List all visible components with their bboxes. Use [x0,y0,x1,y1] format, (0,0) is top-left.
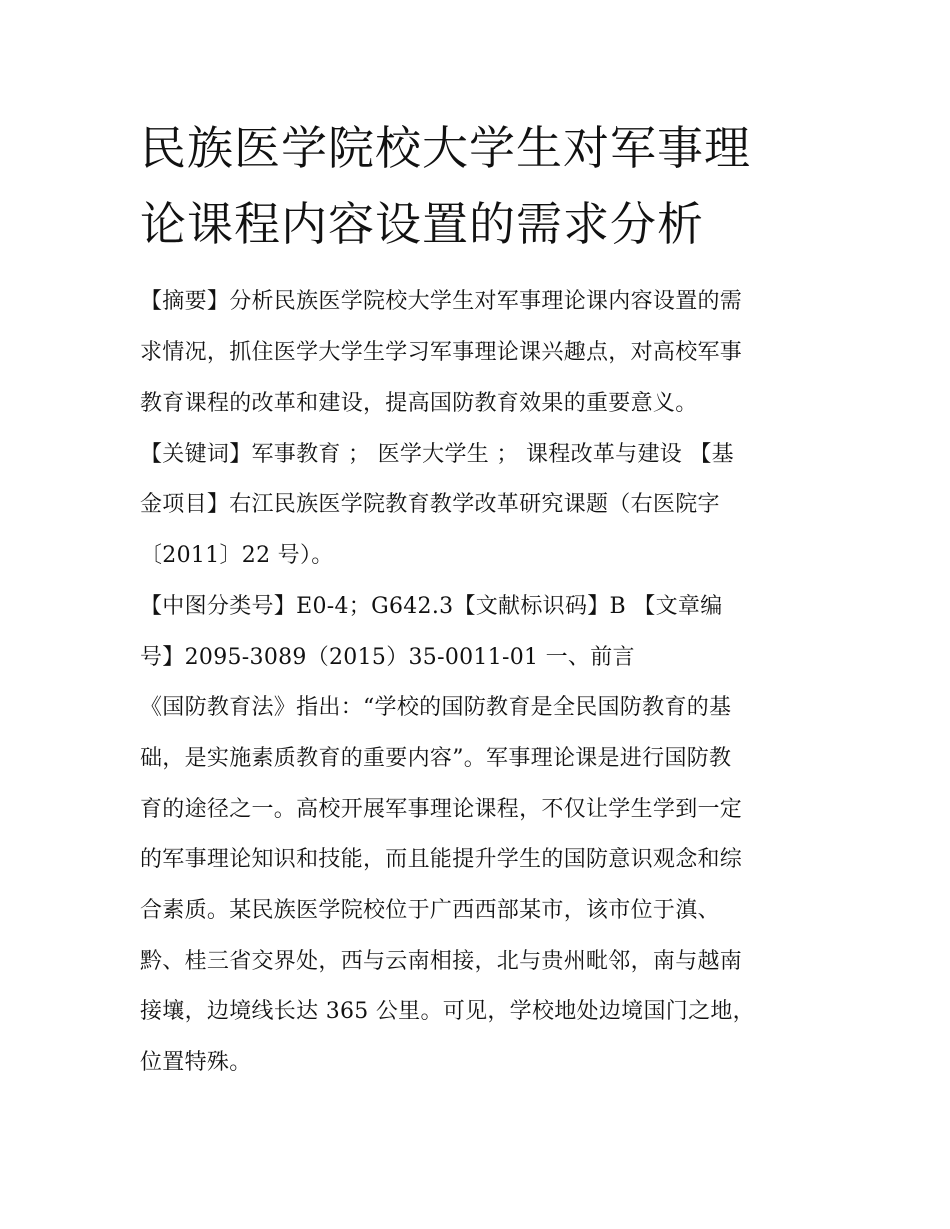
abstract-line: 求情况，抓住医学大学生学习军事理论课兴趣点，对高校军事 [140,340,743,365]
body-line: 黔、桂三省交界处，西与云南相接，北与贵州毗邻，南与越南 [140,949,743,974]
classification-line: 【中图分类号】E0-4；G642.3【文献标识码】B 【文章编 [140,594,723,619]
keywords-line: 金项目】右江民族医学院教育教学改革研究课题（右医院字 [140,492,720,517]
title-line: 论课程内容设置的需求分析 [140,197,704,251]
body-line: 《国防教育法》指出：“学校的国防教育是全民国防教育的基 [140,695,732,720]
body-line: 础，是实施素质教育的重要内容”。军事理论课是进行国防教 [140,746,732,771]
title-line: 民族医学院校大学生对军事理 [140,121,751,175]
keywords-line: 【关键词】军事教育 ； 医学大学生 ； 课程改革与建设 【基 [140,442,734,467]
abstract-line: 【摘要】分析民族医学院校大学生对军事理论课内容设置的需 [140,289,743,314]
classification-line: 号】2095-3089（2015）35-0011-01 一、前言 [140,645,635,670]
body-line: 的军事理论知识和技能，而且能提升学生的国防意识观念和综 [140,847,743,872]
keywords-line: 〔2011〕22 号）。 [140,543,334,568]
body-line: 位置特殊。 [140,1050,252,1075]
body-line: 育的途径之一。高校开展军事理论课程，不仅让学生学到一定 [140,797,743,822]
body-line: 合素质。某民族医学院校位于广西西部某市，该市位于滇、 [140,898,720,923]
body-line: 接壤，边境线长达 365 公里。可见，学校地处边境国门之地， [140,999,755,1024]
document-title [140,110,820,262]
abstract-line: 教育课程的改革和建设，提高国防教育效果的重要意义。 [140,391,698,416]
